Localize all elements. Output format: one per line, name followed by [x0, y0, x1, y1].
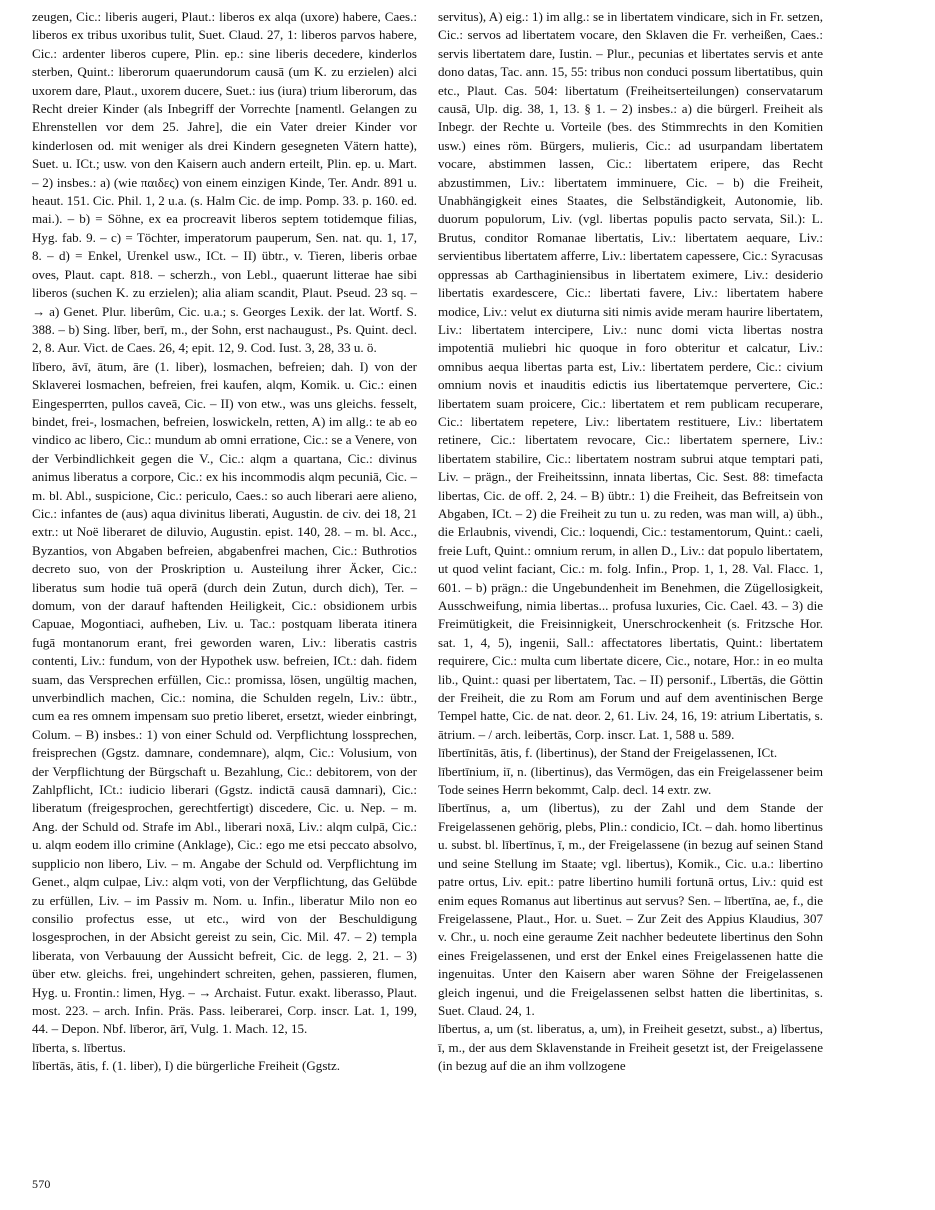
entry-libertus: lībertus, a, um (st. liberatus, a, um), in Freiheit gesetzt, subst., a) lībertus, ī, m., der aus dem Sklavenstande in Freiheit gesetzt ist, der Freigelassene (in bezug auf die an ihm vollzogene	[438, 1021, 823, 1074]
entry-liberi-continuation: zeugen, Cic.: liberis augeri, Plaut.: liberos ex alqa (uxore) habere, Caes.: liberos ex tribus uxoribus tulit, Suet. Claud. 27, 1: liberos parvos habere, Cic.: ardenter liberos cupere, Plin. ep.: sine liberis decedere, kinderlos sterben, Quint.: liberorum quaerundorum causā (um K. zu erzielen) alci uxorem dare, Plaut., uxorem ducere, Suet.: ius (iura) trium liberorum, das Recht dreier Kinder (als Inbegriff der Vorrechte [namentl. Gelangen zu Ehrenstellen vor dem 25. Jahre], die ein Vater dreier Kinder vor kinderlosen od. mit weniger als drei Kindern gesegneten Vätern hatte), Suet. u. ICt.; usw. von den Kaisern auch andern erteilt, Plin. ep. u. Mart. – 2) insbes.: a) (wie παιδες) von einem einzigen Kinde, Ter. Andr. 891 u. heaut. 151. Cic. Phil. 1, 2 u.a. (s. Halm Cic. de imp. Pomp. 33. p. 160. ed. mai.). – b) = Söhne, ex ea procreavit liberos septem totidemque filias, Hyg. fab. 9. – c) = Töchter, imperatorum pauperum, Sen. nat. qu. 1, 17, 8. – d) = Enkel, Urenkel usw., ICt. – II) übtr., v. Tieren, liberis orbae oves, Plaut. capt. 818. – scherzh., von Lebl., quaerunt litterae hae sibi liberos (suchen K. zu erzielen); alia aliam scandit, Plaut. Pseud. 23 sq. – → a) Genet. Plur. liberûm, Cic. u.a.; s. Georges Lexik. der lat. Wortf. S. 388. – b) Sing. līber, berī, m., der Sohn, erst nachaugust., Ps. Quint. decl. 2, 8. Aur. Vict. de Caes. 26, 4; epit. 12, 9. Cod. Iust. 3, 28, 33 u. ö.	[32, 9, 417, 356]
entry-libertinus: lībertīnus, a, um (libertus), zu der Zahl und dem Stande der Freigelassenen gehörig, plebs, Plin.: condicio, ICt. – dah. homo libertinus u. subst. bl. lībertīnus, ī, m., der Freigelassene (in bezug auf seinen Stand und seine Stellung im Staate; vgl. libertus), Komik., Cic. u.a.: libertino patre ortus, Liv. epit.: patre libertino humili fortunā ortus, Liv.: quid est enim eques Romanus aut libertinus aut servus? Sen. – lībertīna, ae, f., die Freigelassene, Plaut., Hor. u. Suet. – Zur Zeit des Appius Klaudius, 307 v. Chr., u. noch eine geraume Zeit nachher bedeutete libertinus den Sohn eines Freigelassenen, und erst der Enkel eines Freigelassenen hatte die ingenuitas. Unter den Kaisern aber waren Söhne der Freigelassenen gleich ingenui, und die Freigelassenen selbst hatten die libertinitas, s. Suet. Claud. 24, 1.	[438, 800, 823, 1018]
entry-liberta: līberta, s. lībertus.	[32, 1039, 126, 1055]
entry-libero: lībero, āvī, ātum, āre (1. liber), losmachen, befreien; dah. I) von der Sklaverei losmachen, befreien, frei kaufen, alqm, Komik. u. Cic.: einen Eingesperrten, pullos caveā, Cic. – II) von etw., was uns gleichs. fesselt, bindet, frei-, losmachen, befreien, loswickeln, retten, A) im allg.: te ab eo vindico ac libero, Cic.: mundum ab omni erratione, Cic.: se a Venere, von der Verbindlichkeit gegen die V., Cic.: alqm a quartana, Cic.: divinus animus liberatus a corpore, Cic.: ex his incommodis alqm pecuniā, Cic. – m. bl. Abl., suspicione, Cic.: periculo, Caes.: so auch liberari aere alieno, Cic.: infantes de (aus) aqua divinitus liberati, Augustin. de civ. dei 18, 21 extr.: ut Noë liberaret de diluvio, Augustin. epist. 140, 28. – m. bl. Acc., Byzantios, von Abgaben befreien, abgabenfrei machen, Cic.: Buthrotios decreto suo, von der Proskription u. Austeilung ihrer Äcker, Cic.: liberatus sum hodie tuā operā (durch dein Zutun, durch dich), Ter. – domum, von der darauf haftenden Heiligkeit, Cic.: obsidionem urbis Capuae, Mogontiaci, aufheben, Liv. u. Tac.: postquam liberata itinera fugā montanorum erant, frei geworden waren, Liv.: liberatis castris contenti, Liv.: fundum, von der Hypothek usw. befreien, ICt.: dah. fidem suam, das Versprechen erfüllen, Cic.: promissa, lösen, ungültig machen, unverbindlich machen, Cic.: nomina, die Schulden regeln, Liv.: übtr., cum ea res omnem impensam suo pretio liberet, ersetzt, wieder einbringt, Colum. – B) insbes.: 1) von einer Schuld od. Verpflichtung lossprechen, freisprechen (Ggstz. damnare, condemnare), alqm, Cic.: Volusium, von der Verpflichtung der Bürgschaft u. Bezahlung, Cic.: debitorem, von der Zahlpflicht, ICt.: iudicio liberari (Ggstz. indictā causā damnari), Cic.: liberatum (freigesprochen, gerechtfertigt) discedere, Cic. u. Nep. – m. Ang. der Schuld od. Strafe im Abl., liberari noxā, Liv.: alqm culpā, Cic.: u. alqm eodem illo crimine (Anklage), Cic.: ego me etsi peccato absolvo, supplicio non libero, Liv. – m. Angabe der Schuld od. Verpflichtung im Genet., alqm culpae, Liv.: alqm voti, von der Verpflichtung, das Gelübde zu erfüllen, Liv. – im Passiv m. Nom. u. Infin., liberatur Milo non eo consilio profectus esse, ut etc., wird von der Beschuldigung losgesprochen, in der Absicht gereist zu sein, Cic. Mil. 47. – 2) templa liberata, von Verbauung der Aussicht befreit, Cic. de legg. 2, 21. – 3) über etw. gleichs. frei, ungehindert schreiten, gehen, passieren, flumen, Hyg. u. Frontin.: limen, Hyg. – → Archaist. Futur. exakt. liberasso, Plaut. most. 223. – arch. Infin. Präs. Pass. leiberarei, Corp. inscr. Lat. 1, 199, 44. – Depon. Nbf. līberor, ārī, Vulg. 1. Mach. 12, 15.	[32, 358, 417, 1037]
entry-libertinitas: lībertīnitās, ātis, f. (libertinus), der Stand der Freigelassenen, ICt.	[438, 745, 778, 761]
entry-libertas-continuation: servitus), A) eig.: 1) im allg.: se in libertatem vindicare, sich in Fr. setzen, Cic.: servos ad libertatem vocare, den Sklaven die Fr. verheißen, Caes.: servis libertatem dare, Iustin. – Plur., pecunias et libertates servis et ante dono datas, Tac. ann. 15, 55: tribus non conduci possum libertatibus, quin etc., Plaut. Cas. 504: libertatum (Freiheitserteilungen) conservatarum causā, Ulp. dig. 38, 1, 13. § 1. – 2) insbes.: a) die bürgerl. Freiheit als Inbegr. der Rechte u. Vorteile (bes. des Stimmrechts in den Komitien usw.) eines röm. Bürgers, mulieris, Cic.: ad usurpandam libertatem vocare, abstimmen lassen, Cic.: libertatem eripere, das Recht abzustimmen, Liv.: libertatem imminuere, Cic. – b) die Freiheit, Unabhängigkeit eines Staates, die Selbständigkeit, Autonomie, lib. duorum populorum, Liv. (vgl. libertas populis pacto servata, Sil.): L. Brutus, conditor Romanae libertatis, Liv.: libertatem aequare, Liv.: servientibus libertatem afferre, Liv.: libertatem capessere, Cic.: Syracusas oppressas ab Carthaginiensibus in libertatem eximere, Liv.: desiderio libertatis exardescere, Cic.: libertati favere, Liv.: libertatem habere modice, Liv.: velut ex diuturna siti nimis avide meram haurire libertatem, Liv.: libertatem intercipere, Liv.: nunc domi victa libertas nostra impotentiā muliebri hic quoque in foro obteritur et calcatur, Liv.: omnibus aequa libertas parta est, Liv.: libertatem perdere, Cic.: civium omnium novis et inauditis edictis ius libertatemque pervertere, Cic.: libertatem suam proicere, Cic.: libertatem et rem publicam recuperare, Cic.: libertatem repetere, Liv.: libertatem restituere, Liv.: libertatem retinere, Cic.: libertatem revocare, Cic.: libertatem spernere, Liv.: libertatem stabilire, Cic.: libertatem nostram subrui atque temptari pati, Liv. – prägn., der Freiheitssinn, innata libertas, Cic. Sest. 88: timefacta libertas, Cic. de off. 2, 24. – B) übtr.: 1) die Freiheit, das Befreitsein von Abgaben, ICt. – 2) die Freiheit zu tun u. zu reden, was man will, a) übh., die Erlaubnis, vivendi, Cic.: loquendi, Cic.: testamentorum, Quint.: caeli, freie Luft, Quint.: omnium rerum, in allen D., Liv.: dat populo libertatem, ut quod velint faciant, Cic.: m. folg. Infin., Prop. 1, 1, 28. Val. Flacc. 1, 601. – b) prägn.: die Ungebundenheit im Benehmen, die Zügellosigkeit, Ausschweifung, nimia libertas... profusa luxuries, Cic. Cael. 43. – 3) die Freimütigkeit, die Freisinnigkeit, Unerschrockenheit (s. Fritzsche Hor. sat. 1, 4, 5), ingenii, Sall.: affectatores libertatis, Quint.: libertatem requirere, Cic.: multa cum libertate dicere, Cic., notare, Hor.: in eo multa lib., Quint.: quasi per libertatem, Tac. – II) personif., Lībertās, die Göttin der Freiheit, die zu Rom am Forum und auf dem aventinischen Berge Tempel hatte, Cic. de nat. deor. 2, 61. Liv. 24, 16, 19: atrium Libertatis, s. ātrium. – / arch. leibertās, Corp. inscr. Lat. 1, 588 u. 589.	[438, 9, 823, 742]
left-column	[32, 8, 417, 1076]
right-column	[438, 8, 823, 1076]
entry-libertinium: lībertīnium, iī, n. (libertinus), das Vermögen, das ein Freigelassener beim Tode seines Herrn bekommt, Calp. decl. 14 extr. zw.	[438, 763, 823, 798]
page-number: 570	[32, 1177, 51, 1191]
entry-libertas-start: lībertās, ātis, f. (1. liber), I) die bürgerliche Freiheit (Ggstz.	[32, 1058, 341, 1074]
